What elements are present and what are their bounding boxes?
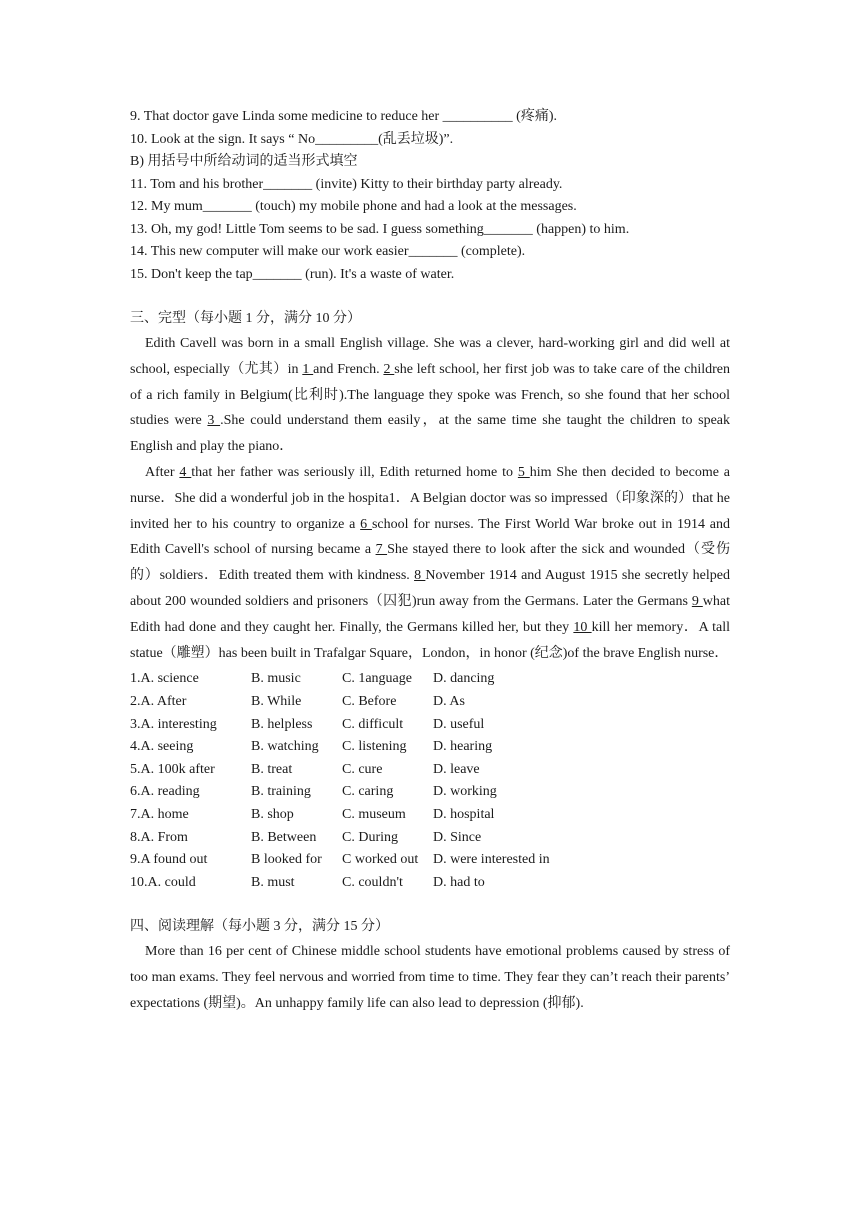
section-3-heading: 三、完型（每小题 1 分，满分 10 分） — [130, 311, 361, 326]
blank-7: 7 — [375, 542, 388, 558]
option-row-7 — [130, 804, 550, 827]
cloze-options-table — [130, 668, 550, 894]
option-6-a: 6.A. reading — [130, 784, 200, 800]
option-7-b: B. shop — [251, 806, 294, 822]
exam-page — [130, 106, 730, 1017]
option-row-8 — [130, 827, 550, 850]
option-2-d: D. As — [433, 693, 465, 709]
option-row-4 — [130, 736, 550, 759]
option-10-b: B. must — [251, 874, 295, 890]
option-8-d: D. Since — [433, 829, 482, 845]
cloze-paragraph-2: After 4 that her father was seriously ill, Edith returned home to 5 him She then decided to become a nurse．She did a wonderful job in the hospita1．A Belgian doctor was so impressed（印象深的）that he invited her to his country to organize a 6 school for nurses. The First World War broke out in 1914 and Edith Cavell's school of nursing became a 7 She stayed there to look after the sick and wounded（受伤的）soldiers．Edith treated them with kindness. 8 November 1914 and August 1915 she secretly helped about 200 wounded soldiers and prisoners（囚犯)run away from the Germans. Later the Germans 9 what Edith had done and they caught her. Finally, the Germans killed her, but they 10 kill her memory．A tall statue（雕塑）has been built in Trafalgar Square，London，in honor (纪念)of the brave English nurse． — [130, 464, 731, 661]
blank-8: 8 — [414, 568, 426, 584]
option-4-b: B. watching — [251, 739, 319, 755]
option-5-a: 5.A. 100k after — [130, 761, 215, 777]
option-8-b: B. Between — [251, 829, 317, 845]
option-5-d: D. leave — [433, 761, 480, 777]
option-row-6 — [130, 781, 550, 804]
option-3-a: 3.A. interesting — [130, 716, 217, 732]
blank-2: 2 — [383, 361, 395, 377]
blank-10: 10 — [573, 619, 592, 635]
option-8-a: 8.A. From — [130, 829, 188, 845]
option-6-b: B. training — [251, 784, 311, 800]
option-6-d: D. working — [433, 784, 497, 800]
option-9-b: B looked for — [251, 852, 322, 868]
option-7-c: C. museum — [342, 806, 406, 822]
option-9-d: D. were interested in — [433, 852, 550, 868]
option-7-a: 7.A. home — [130, 806, 189, 822]
part2-items — [130, 106, 730, 286]
option-1-a: 1.A. science — [130, 671, 199, 687]
option-row-9 — [130, 849, 550, 872]
question-12: 12. My mum_______ (touch) my mobile phone and had a look at the messages. — [130, 199, 577, 214]
blank-4: 4 — [179, 464, 192, 480]
option-10-a: 10.A. could — [130, 874, 196, 890]
question-15: 15. Don't keep the tap_______ (run). It's a waste of water. — [130, 266, 455, 282]
question-11: 11. Tom and his brother_______ (invite) Kitty to their birthday party already. — [130, 176, 563, 192]
question-10: 10. Look at the sign. It says “ No_________(乱丢垃圾)”. — [130, 131, 454, 147]
question-9: 9. That doctor gave Linda some medicine to reduce her __________ (疼痛). — [130, 109, 558, 124]
option-6-c: C. caring — [342, 784, 394, 800]
option-5-b: B. treat — [251, 761, 293, 777]
option-4-c: C. listening — [342, 739, 407, 755]
option-row-5 — [130, 759, 550, 782]
section-4-heading: 四、阅读理解（每小题 3 分，满分 15 分） — [130, 919, 389, 935]
option-3-d: D. useful — [433, 716, 485, 732]
option-8-c: C. During — [342, 829, 398, 845]
blank-6: 6 — [360, 516, 372, 532]
option-row-10 — [130, 872, 550, 895]
option-2-c: C. Before — [342, 693, 397, 709]
option-3-b: B. helpless — [251, 716, 313, 732]
option-9-c: C worked out — [342, 852, 419, 868]
option-1-b: B. music — [251, 671, 301, 687]
option-10-c: C. couldn't — [342, 874, 403, 890]
blank-5: 5 — [517, 464, 530, 480]
cloze-paragraph-1: Edith Cavell was born in a small English village. She was a clever, hard-working girl and did well at school, especially（尤其）in 1 and French. 2 she left school, her first job was to take care of the children of a rich family in Belgium(比利时).The language they spoke was French, so she found that her school studies were 3 .She could understand them easily，at the same time she taught the children to speak English and play the piano． — [130, 336, 730, 455]
option-row-3 — [130, 714, 550, 737]
option-1-c: C. 1anguage — [342, 671, 412, 687]
option-4-a: 4.A. seeing — [130, 739, 194, 755]
question-14: 14. This new computer will make our work easier_______ (complete). — [130, 244, 526, 259]
question-13: 13. Oh, my god! Little Tom seems to be sad. I guess something_______ (happen) to him. — [130, 221, 630, 237]
option-9-a: 9.A found out — [130, 852, 208, 868]
part-b-instruction: B) 用括号中所给动词的适当形式填空 — [130, 154, 358, 169]
option-5-c: C. cure — [342, 761, 383, 777]
reading-paragraph-1: More than 16 per cent of Chinese middle school students have emotional problems caused by stress of too man exams. They feel nervous and worried from time to time. They fear they can’t reach their parents’ expectations (期望)。An unhappy family life can also lead to depression (抑郁). — [130, 944, 730, 1011]
option-4-d: D. hearing — [433, 739, 493, 755]
option-7-d: D. hospital — [433, 806, 495, 822]
option-3-c: C. difficult — [342, 716, 404, 732]
blank-3: 3 — [207, 413, 221, 429]
option-1-d: D. dancing — [433, 671, 495, 687]
blank-1: 1 — [302, 361, 314, 377]
reading-passage — [130, 939, 730, 1016]
option-row-2 — [130, 691, 550, 714]
option-2-a: 2.A. After — [130, 693, 187, 709]
option-10-d: D. had to — [433, 874, 485, 890]
cloze-passage — [130, 331, 730, 666]
option-row-1 — [130, 668, 550, 691]
option-2-b: B. While — [251, 693, 302, 709]
blank-9: 9 — [691, 593, 703, 609]
